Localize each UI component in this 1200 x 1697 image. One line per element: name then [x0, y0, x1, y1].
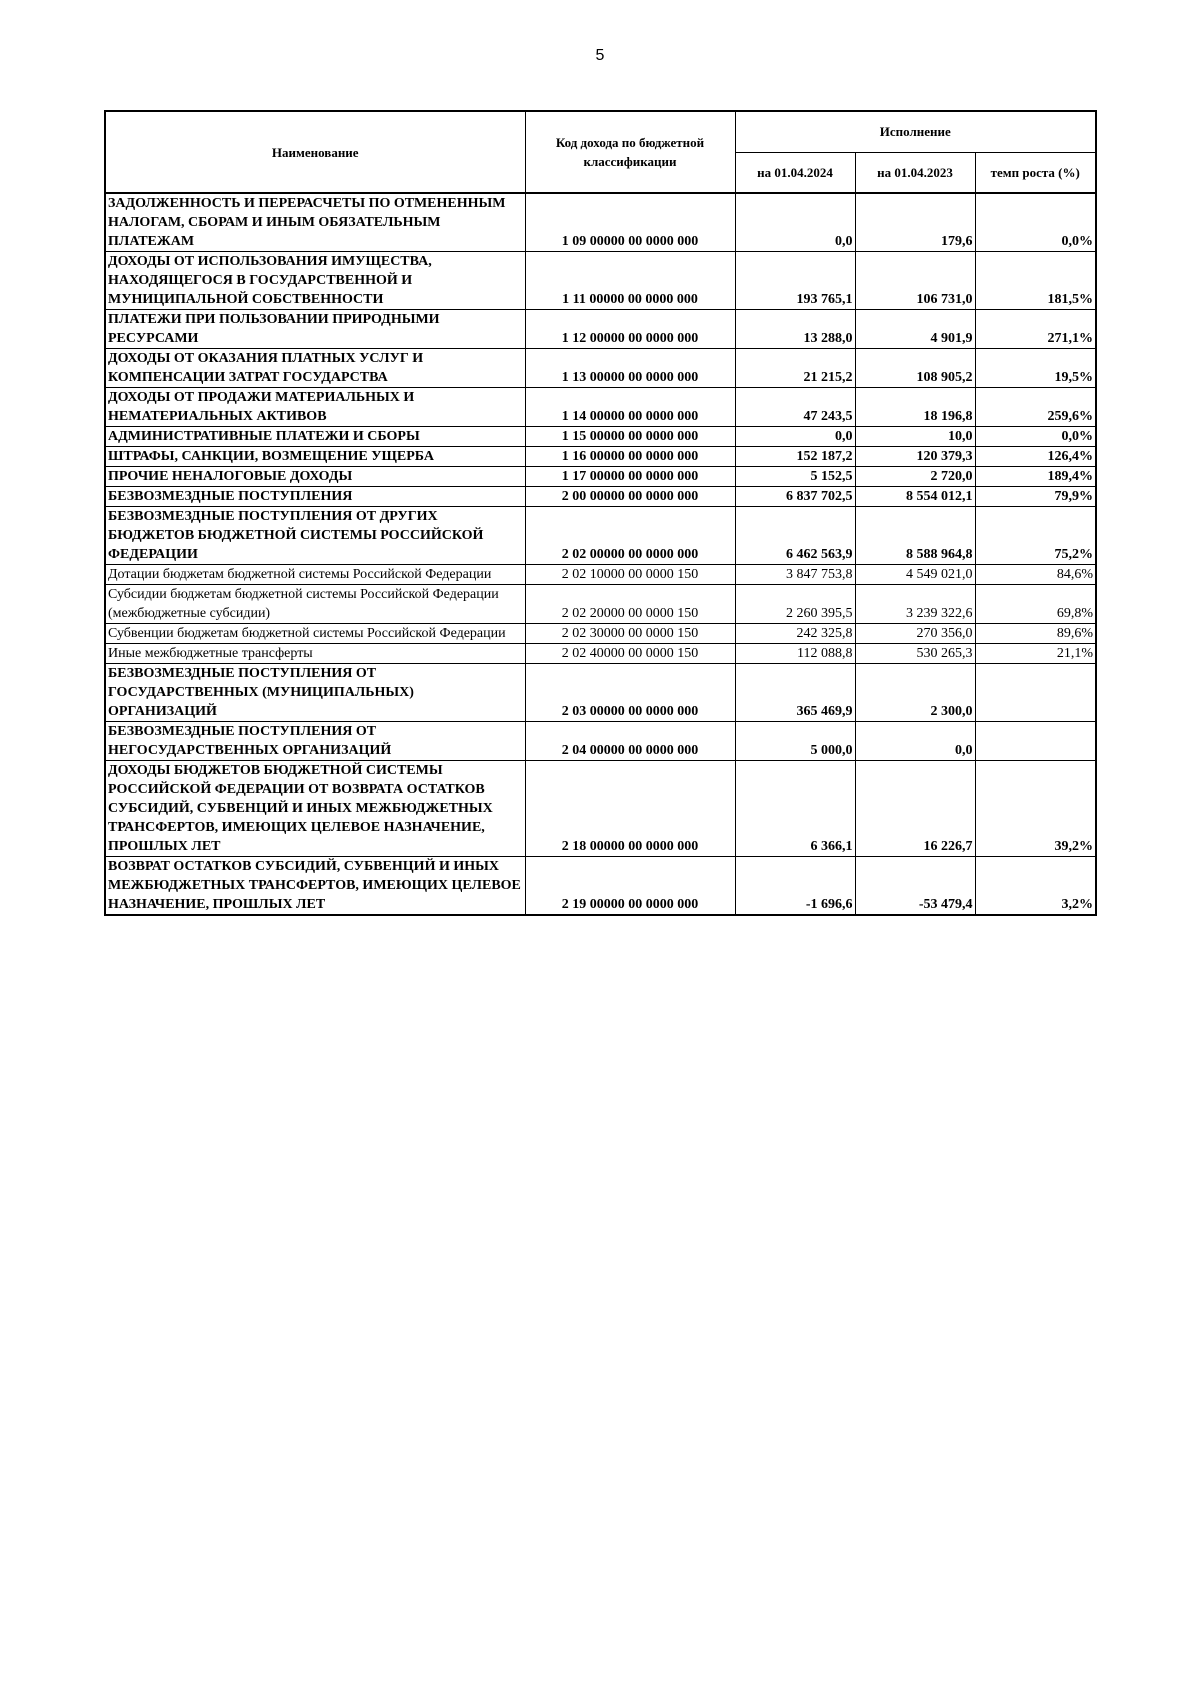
row-growth: 0,0% — [975, 427, 1096, 447]
row-growth: 69,8% — [975, 585, 1096, 624]
row-value-2024: 6 837 702,5 — [735, 487, 855, 507]
revenue-table — [104, 110, 1097, 916]
row-name: АДМИНИСТРАТИВНЫЕ ПЛАТЕЖИ И СБОРЫ — [105, 427, 525, 447]
row-name: Субвенции бюджетам бюджетной системы Российской Федерации — [105, 624, 525, 644]
row-code: 2 02 00000 00 0000 000 — [525, 507, 735, 565]
table-row — [105, 310, 1096, 349]
row-growth: 75,2% — [975, 507, 1096, 565]
row-name: Дотации бюджетам бюджетной системы Российской Федерации — [105, 565, 525, 585]
row-growth — [975, 722, 1096, 761]
row-code: 1 14 00000 00 0000 000 — [525, 388, 735, 427]
row-growth — [975, 664, 1096, 722]
row-value-2023: 4 549 021,0 — [855, 565, 975, 585]
table-row — [105, 427, 1096, 447]
row-value-2024: 365 469,9 — [735, 664, 855, 722]
row-value-2024: 112 088,8 — [735, 644, 855, 664]
header-growth: темп роста (%) — [975, 152, 1096, 193]
row-growth: 259,6% — [975, 388, 1096, 427]
table-row — [105, 447, 1096, 467]
row-name: ШТРАФЫ, САНКЦИИ, ВОЗМЕЩЕНИЕ УЩЕРБА — [105, 447, 525, 467]
row-value-2024: 0,0 — [735, 193, 855, 252]
table-row — [105, 624, 1096, 644]
header-code: Код дохода по бюджетной классификации — [525, 111, 735, 193]
row-name: ДОХОДЫ ОТ ПРОДАЖИ МАТЕРИАЛЬНЫХ И НЕМАТЕРИАЛЬНЫХ АКТИВОВ — [105, 388, 525, 427]
header-2024: на 01.04.2024 — [735, 152, 855, 193]
table-row — [105, 565, 1096, 585]
row-growth: 21,1% — [975, 644, 1096, 664]
row-value-2023: 16 226,7 — [855, 761, 975, 857]
row-value-2023: -53 479,4 — [855, 857, 975, 916]
row-value-2024: 3 847 753,8 — [735, 565, 855, 585]
row-value-2024: -1 696,6 — [735, 857, 855, 916]
row-value-2024: 21 215,2 — [735, 349, 855, 388]
row-code: 2 04 00000 00 0000 000 — [525, 722, 735, 761]
row-name: ЗАДОЛЖЕННОСТЬ И ПЕРЕРАСЧЕТЫ ПО ОТМЕНЕННЫМ НАЛОГАМ, СБОРАМ И ИНЫМ ОБЯЗАТЕЛЬНЫМ ПЛАТЕЖАМ — [105, 193, 525, 252]
row-name: ДОХОДЫ ОТ ОКАЗАНИЯ ПЛАТНЫХ УСЛУГ И КОМПЕНСАЦИИ ЗАТРАТ ГОСУДАРСТВА — [105, 349, 525, 388]
table-row — [105, 388, 1096, 427]
table-row — [105, 585, 1096, 624]
table-row — [105, 722, 1096, 761]
row-value-2023: 2 300,0 — [855, 664, 975, 722]
row-value-2023: 120 379,3 — [855, 447, 975, 467]
row-code: 2 03 00000 00 0000 000 — [525, 664, 735, 722]
row-code: 1 17 00000 00 0000 000 — [525, 467, 735, 487]
row-value-2024: 242 325,8 — [735, 624, 855, 644]
row-value-2023: 530 265,3 — [855, 644, 975, 664]
row-code: 2 02 40000 00 0000 150 — [525, 644, 735, 664]
row-growth: 0,0% — [975, 193, 1096, 252]
row-value-2023: 3 239 322,6 — [855, 585, 975, 624]
row-growth: 84,6% — [975, 565, 1096, 585]
header-name: Наименование — [105, 111, 525, 193]
row-value-2023: 2 720,0 — [855, 467, 975, 487]
row-growth: 3,2% — [975, 857, 1096, 916]
row-value-2024: 5 000,0 — [735, 722, 855, 761]
row-code: 1 16 00000 00 0000 000 — [525, 447, 735, 467]
row-growth: 79,9% — [975, 487, 1096, 507]
table-header — [105, 111, 1096, 193]
row-growth: 189,4% — [975, 467, 1096, 487]
row-code: 1 09 00000 00 0000 000 — [525, 193, 735, 252]
page-number: 5 — [595, 47, 605, 64]
row-value-2024: 6 462 563,9 — [735, 507, 855, 565]
row-code: 2 02 30000 00 0000 150 — [525, 624, 735, 644]
row-value-2023: 270 356,0 — [855, 624, 975, 644]
row-value-2024: 5 152,5 — [735, 467, 855, 487]
row-name: ПЛАТЕЖИ ПРИ ПОЛЬЗОВАНИИ ПРИРОДНЫМИ РЕСУРСАМИ — [105, 310, 525, 349]
row-value-2023: 18 196,8 — [855, 388, 975, 427]
table-row — [105, 193, 1096, 252]
table-row — [105, 349, 1096, 388]
row-value-2024: 152 187,2 — [735, 447, 855, 467]
row-code: 1 15 00000 00 0000 000 — [525, 427, 735, 447]
table-row — [105, 644, 1096, 664]
table-body — [105, 193, 1096, 915]
row-value-2023: 0,0 — [855, 722, 975, 761]
row-value-2024: 13 288,0 — [735, 310, 855, 349]
row-value-2023: 8 588 964,8 — [855, 507, 975, 565]
row-name: Субсидии бюджетам бюджетной системы Российской Федерации (межбюджетные субсидии) — [105, 585, 525, 624]
row-name: Иные межбюджетные трансферты — [105, 644, 525, 664]
row-value-2023: 108 905,2 — [855, 349, 975, 388]
table-row — [105, 467, 1096, 487]
row-name: ВОЗВРАТ ОСТАТКОВ СУБСИДИЙ, СУБВЕНЦИЙ И ИНЫХ МЕЖБЮДЖЕТНЫХ ТРАНСФЕРТОВ, ИМЕЮЩИХ ЦЕЛЕВОЕ НАЗНАЧЕНИЕ, ПРОШЛЫХ ЛЕТ — [105, 857, 525, 916]
row-value-2024: 47 243,5 — [735, 388, 855, 427]
row-name: БЕЗВОЗМЕЗДНЫЕ ПОСТУПЛЕНИЯ — [105, 487, 525, 507]
header-2023: на 01.04.2023 — [855, 152, 975, 193]
row-code: 1 13 00000 00 0000 000 — [525, 349, 735, 388]
row-value-2023: 8 554 012,1 — [855, 487, 975, 507]
table-row — [105, 252, 1096, 310]
row-growth: 19,5% — [975, 349, 1096, 388]
row-growth: 181,5% — [975, 252, 1096, 310]
row-code: 1 11 00000 00 0000 000 — [525, 252, 735, 310]
table-row — [105, 664, 1096, 722]
row-name: ПРОЧИЕ НЕНАЛОГОВЫЕ ДОХОДЫ — [105, 467, 525, 487]
row-value-2024: 193 765,1 — [735, 252, 855, 310]
table-row — [105, 487, 1096, 507]
row-code: 2 02 20000 00 0000 150 — [525, 585, 735, 624]
row-name: ДОХОДЫ БЮДЖЕТОВ БЮДЖЕТНОЙ СИСТЕМЫ РОССИЙСКОЙ ФЕДЕРАЦИИ ОТ ВОЗВРАТА ОСТАТКОВ СУБСИДИЙ, СУБВЕНЦИЙ И ИНЫХ МЕЖБЮДЖЕТНЫХ ТРАНСФЕРТОВ, ИМЕЮЩИХ ЦЕЛЕВОЕ НАЗНАЧЕНИЕ, ПРОШЛЫХ ЛЕТ — [105, 761, 525, 857]
row-growth: 89,6% — [975, 624, 1096, 644]
row-name: БЕЗВОЗМЕЗДНЫЕ ПОСТУПЛЕНИЯ ОТ НЕГОСУДАРСТВЕННЫХ ОРГАНИЗАЦИЙ — [105, 722, 525, 761]
row-growth: 39,2% — [975, 761, 1096, 857]
row-value-2023: 10,0 — [855, 427, 975, 447]
row-code: 2 18 00000 00 0000 000 — [525, 761, 735, 857]
row-value-2024: 2 260 395,5 — [735, 585, 855, 624]
row-value-2023: 179,6 — [855, 193, 975, 252]
row-value-2024: 0,0 — [735, 427, 855, 447]
row-code: 2 02 10000 00 0000 150 — [525, 565, 735, 585]
row-name: ДОХОДЫ ОТ ИСПОЛЬЗОВАНИЯ ИМУЩЕСТВА, НАХОДЯЩЕГОСЯ В ГОСУДАРСТВЕННОЙ И МУНИЦИПАЛЬНОЙ СОБСТВЕННОСТИ — [105, 252, 525, 310]
row-name: БЕЗВОЗМЕЗДНЫЕ ПОСТУПЛЕНИЯ ОТ ГОСУДАРСТВЕННЫХ (МУНИЦИПАЛЬНЫХ) ОРГАНИЗАЦИЙ — [105, 664, 525, 722]
row-code: 2 00 00000 00 0000 000 — [525, 487, 735, 507]
table-row — [105, 857, 1096, 916]
row-code: 1 12 00000 00 0000 000 — [525, 310, 735, 349]
header-execution: Исполнение — [735, 111, 1096, 152]
table-row — [105, 761, 1096, 857]
row-name: БЕЗВОЗМЕЗДНЫЕ ПОСТУПЛЕНИЯ ОТ ДРУГИХ БЮДЖЕТОВ БЮДЖЕТНОЙ СИСТЕМЫ РОССИЙСКОЙ ФЕДЕРАЦИИ — [105, 507, 525, 565]
row-growth: 271,1% — [975, 310, 1096, 349]
row-value-2023: 106 731,0 — [855, 252, 975, 310]
row-value-2024: 6 366,1 — [735, 761, 855, 857]
row-value-2023: 4 901,9 — [855, 310, 975, 349]
table-row — [105, 507, 1096, 565]
row-code: 2 19 00000 00 0000 000 — [525, 857, 735, 916]
row-growth: 126,4% — [975, 447, 1096, 467]
